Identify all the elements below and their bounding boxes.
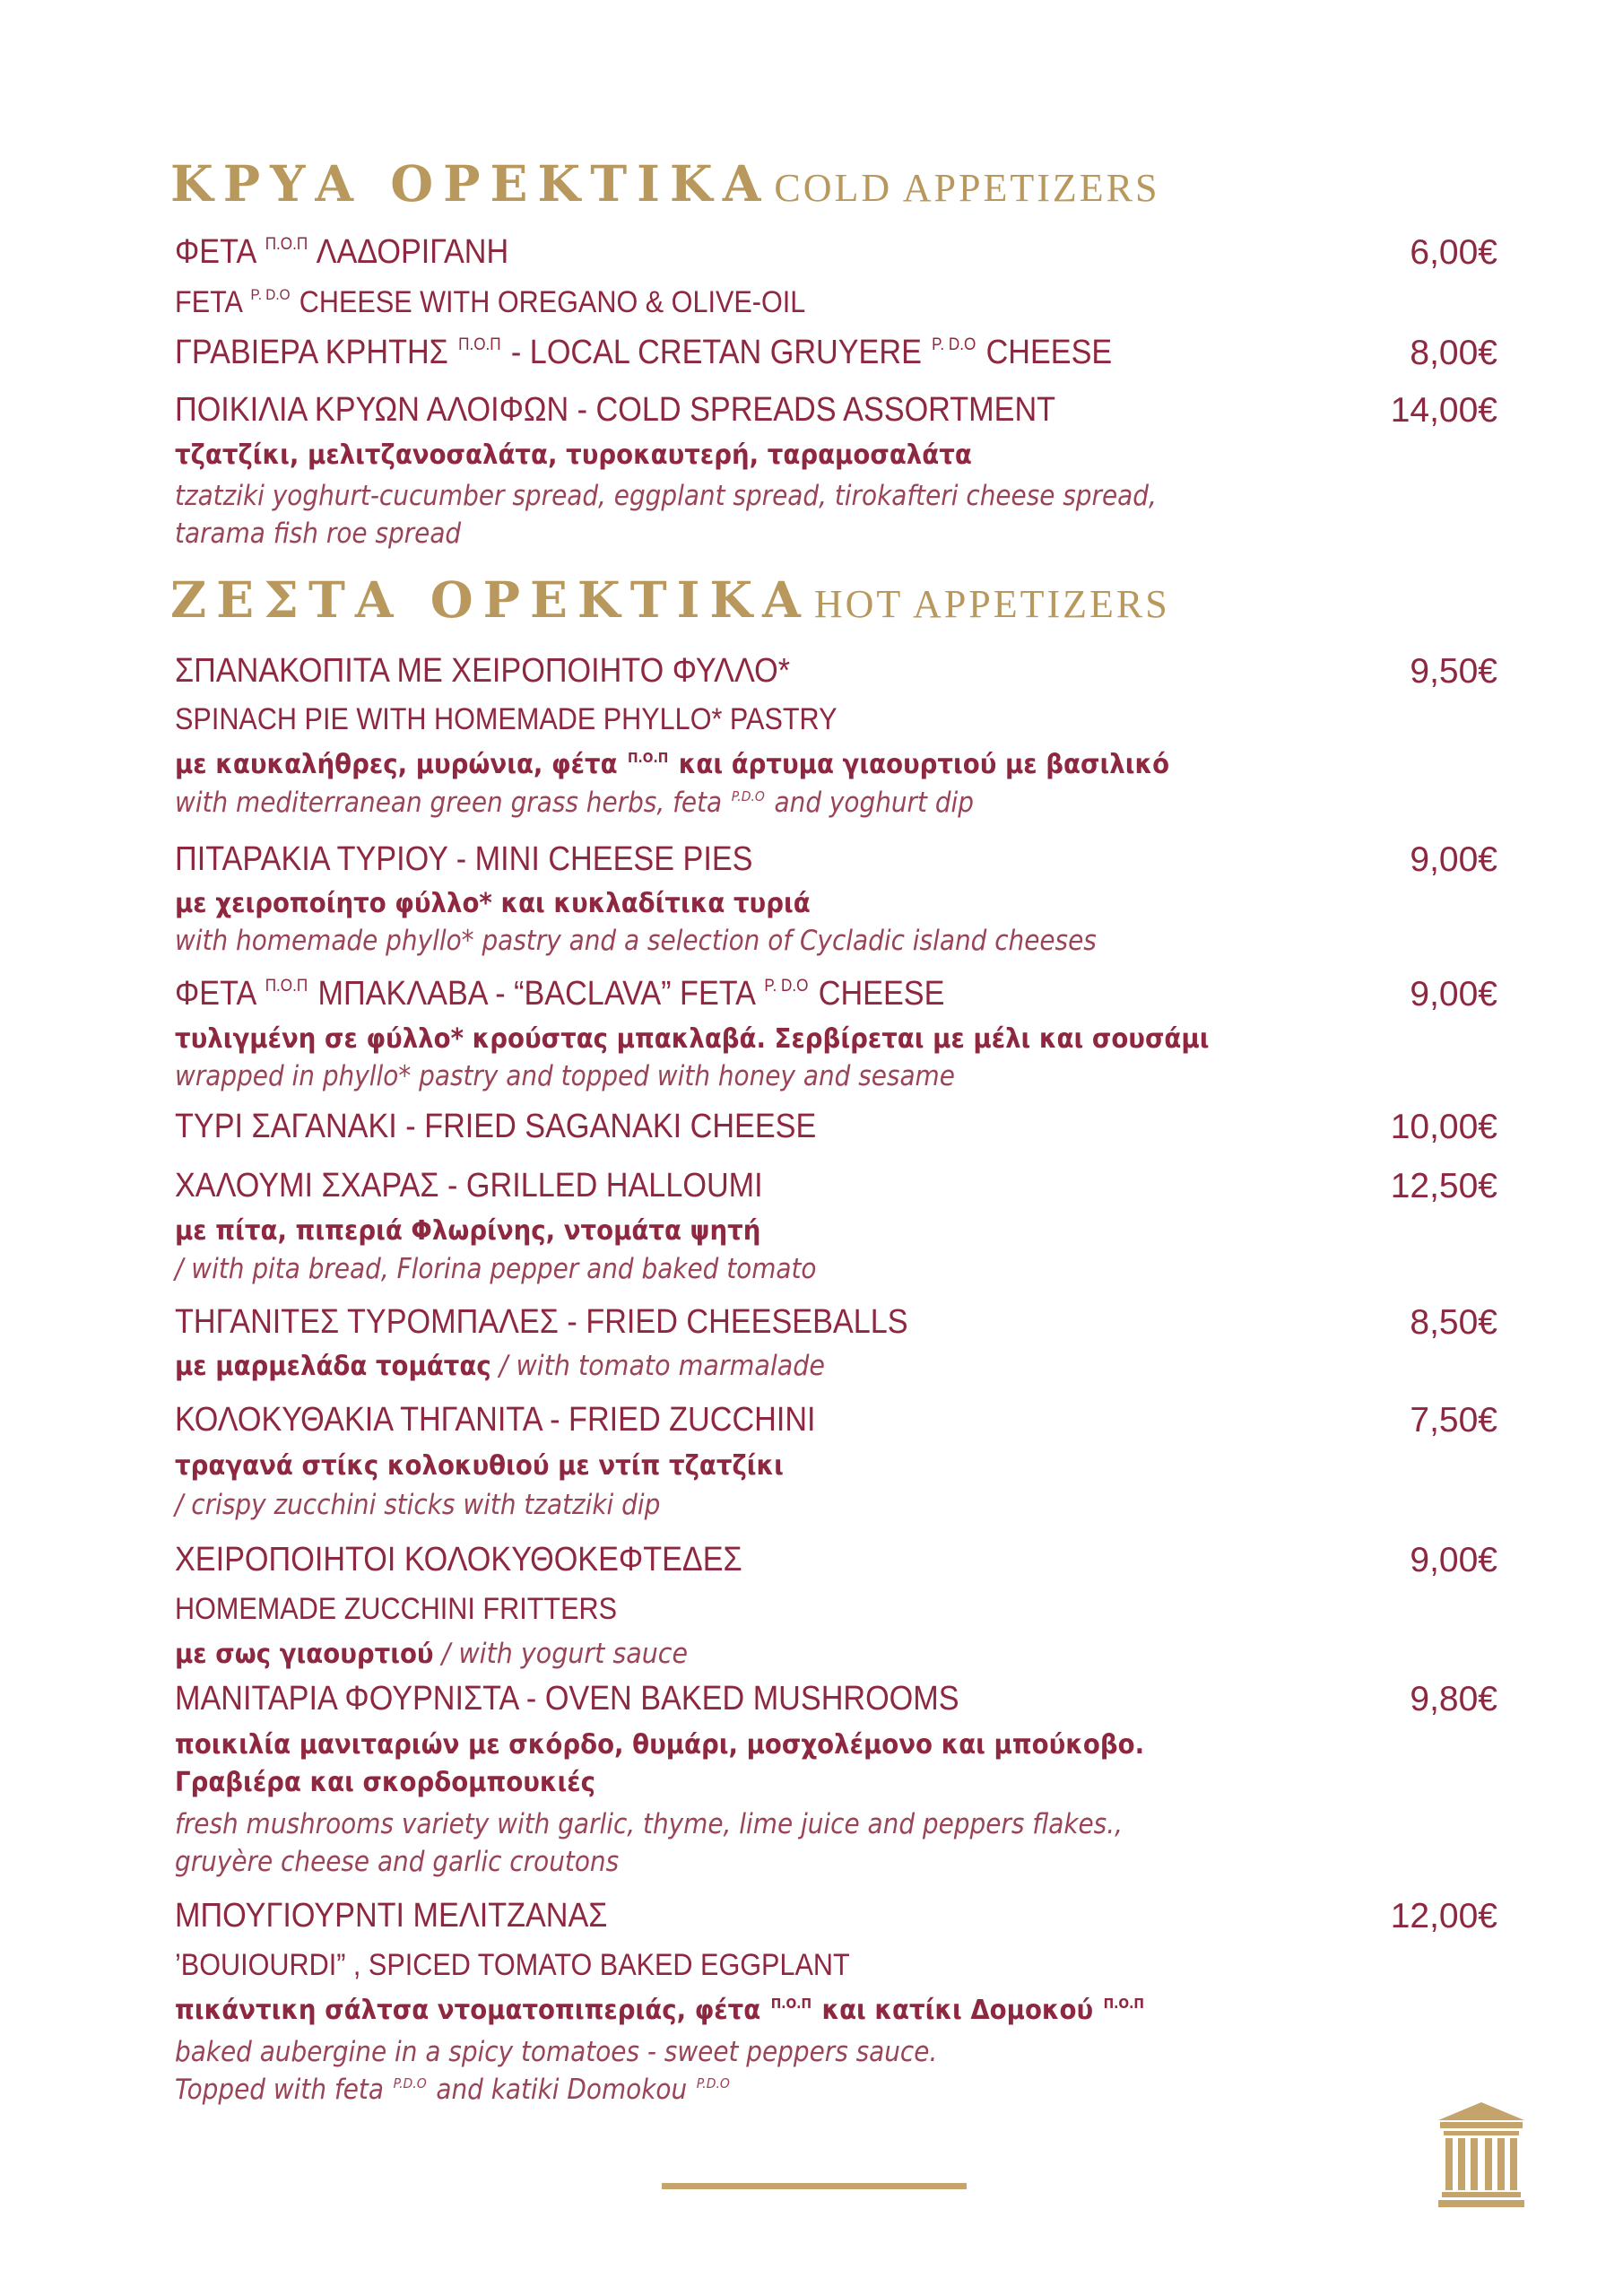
menu-item-name: ΠΟΙΚΙΛΙΑ ΚΡΥΩΝ ΑΛΟΙΦΩΝ - COLD SPREADS ASSORTMENT: [175, 391, 1056, 429]
menu-item-name: ΦΕΤΑ $^{\Pi.O.\Pi}$ ΛΑΔΟΡΙΓΑΝΗ: [175, 233, 509, 271]
menu-item-subtitle: SPINACH PIE WITH HOMEMADE PHYLLO* PASTRY: [175, 702, 838, 736]
menu-item-description: πικάντικη σάλτσα ντοματοπιπεριάς, φέτα $^{\Pi.O.\Pi}$ και κατίκι Δομοκού $^{\Pi.O.\Pi}$: [175, 1995, 1144, 2026]
menu-item-translation: with mediterranean green grass herbs, feta $^{P.D.O}$ and yoghurt dip: [175, 787, 975, 819]
menu-item-name: ΦΕΤΑ $^{\Pi.O.\Pi}$ ΜΠΑΚΛΑΒΑ - “BACLAVA” FETA $^{P. D.O}$ CHEESE: [175, 975, 945, 1013]
menu-item-description: Γραβιέρα και σκορδομπουκιές: [175, 1767, 596, 1798]
section-title-english: COLD APPETIZERS: [774, 166, 1160, 210]
menu-item-name: ΤΗΓΑΝΙΤΕΣ ΤΥΡΟΜΠΑΛΕΣ - FRIED CHEESEBALLS: [175, 1303, 908, 1341]
menu-item-description: με καυκαλήθρες, μυρώνια, φέτα $^{\Pi.O.\Pi}$ και άρτυμα γιαουρτιού με βασιλικό: [175, 749, 1170, 780]
menu-item-translation: baked aubergine in a spicy tomatoes - sweet peppers sauce.: [175, 2036, 938, 2068]
menu-item-name: ΚΟΛΟΚΥΘΑΚΙΑ ΤΗΓΑΝΙΤΑ - FRIED ZUCCHINI: [175, 1401, 816, 1439]
menu-item-translation: fresh mushrooms variety with garlic, thyme, lime juice and peppers flakes.,: [175, 1808, 1123, 1840]
menu-item-price: 6,00€: [1410, 233, 1497, 272]
menu-item-description: με χειροποίητο φύλλο* και κυκλαδίτικα τυριά: [175, 888, 811, 919]
section-title-hot: [170, 570, 1170, 629]
section-title-greek: ΖΕΣΤΑ ΟΡΕΚΤΙΚΑ: [170, 570, 811, 629]
menu-item-name: ΜΑΝΙΤΑΡΙΑ ΦΟΥΡΝΙΣΤΑ - OVEN BAKED MUSHROOMS: [175, 1680, 959, 1718]
menu-item-translation: with homemade phyllo* pastry and a selection of Cycladic island cheeses: [175, 925, 1097, 957]
menu-item-description: τζατζίκι, μελιτζανοσαλάτα, τυροκαυτερή, ταραμοσαλάτα: [175, 439, 972, 471]
menu-item-name: ΤΥΡΙ ΣΑΓΑΝΑΚΙ - FRIED SAGANAKI CHEESE: [175, 1108, 817, 1145]
menu-item-price: 9,80€: [1410, 1680, 1497, 1718]
menu-item-description: με πίτα, πιπεριά Φλωρίνης, ντομάτα ψητή: [175, 1215, 761, 1247]
menu-item-name: ΓΡΑΒΙΕΡΑ ΚΡΗΤΗΣ $^{\Pi.O.\Pi}$ - LOCAL CRETAN GRUYERE $^{P. D.O}$ CHEESE: [175, 334, 1113, 371]
parthenon-logo-icon: [1436, 2100, 1526, 2210]
menu-item-description: τυλιγμένη σε φύλλο* κρούστας μπακλαβά. Σερβίρεται με μέλι και σουσάμι: [175, 1023, 1210, 1055]
section-title-english: HOT APPETIZERS: [813, 582, 1170, 626]
footer-divider: [662, 2183, 967, 2189]
menu-item-name: ΣΠΑΝΑΚΟΠΙΤΑ ΜΕ ΧΕΙΡΟΠΟΙΗΤΟ ΦΥΛΛΟ*: [175, 652, 791, 690]
menu-item-translation: wrapped in phyllo* pastry and topped with honey and sesame: [175, 1060, 955, 1092]
menu-item-description: τραγανά στίκς κολοκυθιού με ντίπ τζατζίκι: [175, 1450, 784, 1482]
menu-item-price: 9,50€: [1410, 652, 1497, 691]
menu-item-translation: tzatziki yoghurt-cucumber spread, eggplant spread, tirokafteri cheese spread,: [175, 480, 1157, 512]
menu-item-price: 12,00€: [1390, 1897, 1497, 1935]
menu-item-description: με μαρμελάδα τομάτας / with tomato marmalade: [175, 1350, 825, 1382]
menu-item-price: 7,50€: [1410, 1401, 1497, 1439]
menu-item-price: 8,00€: [1410, 334, 1497, 372]
menu-item-name: ΧΑΛΟΥΜΙ ΣΧΑΡΑΣ - GRILLED HALLOUMI: [175, 1167, 763, 1205]
menu-item-price: 8,50€: [1410, 1303, 1497, 1342]
menu-item-price: 9,00€: [1410, 1541, 1497, 1579]
menu-item-name: ΠΙΤΑΡΑΚΙΑ ΤΥΡΙΟΥ - MINI CHEESE PIES: [175, 840, 753, 878]
menu-item-subtitle: ’BOUIOURDI” , SPICED TOMATO BAKED EGGPLANT: [175, 1948, 850, 1982]
menu-item-price: 9,00€: [1410, 975, 1497, 1013]
menu-item-translation: / crispy zucchini sticks with tzatziki dip: [175, 1489, 661, 1521]
menu-item-name: ΜΠΟΥΓΙΟΥΡΝΤΙ ΜΕΛΙΤΖΑΝΑΣ: [175, 1897, 608, 1935]
menu-item-price: 10,00€: [1390, 1108, 1497, 1146]
menu-item-translation: Topped with feta $^{P.D.O}$ and katiki Domokou $^{P.D.O}$: [175, 2074, 730, 2106]
menu-item-price: 12,50€: [1390, 1167, 1497, 1205]
section-title-cold: [170, 154, 1159, 213]
menu-item-description: ποικιλία μανιταριών με σκόρδο, θυμάρι, μοσχολέμονο και μπούκοβο.: [175, 1729, 1145, 1761]
section-title-greek: ΚΡΥΑ ΟΡΕΚΤΙΚΑ: [170, 154, 771, 213]
menu-item-description: με σως γιαουρτιού / with yogurt sauce: [175, 1638, 689, 1670]
menu-item-subtitle: FETA $^{P. D.O}$ CHEESE WITH OREGANO & OLIVE-OIL: [175, 285, 806, 319]
menu-item-translation: tarama fish roe spread: [175, 517, 462, 550]
menu-item-price: 14,00€: [1390, 391, 1497, 430]
menu-item-name: ΧΕΙΡΟΠΟΙΗΤΟΙ ΚΟΛΟΚΥΘΟΚΕΦΤΕΔΕΣ: [175, 1541, 742, 1578]
menu-item-translation: / with pita bread, Florina pepper and baked tomato: [175, 1253, 817, 1285]
menu-item-subtitle: HOMEMADE ZUCCHINI FRITTERS: [175, 1592, 618, 1626]
menu-item-price: 9,00€: [1410, 840, 1497, 879]
menu-item-translation: gruyère cheese and garlic croutons: [175, 1846, 620, 1878]
